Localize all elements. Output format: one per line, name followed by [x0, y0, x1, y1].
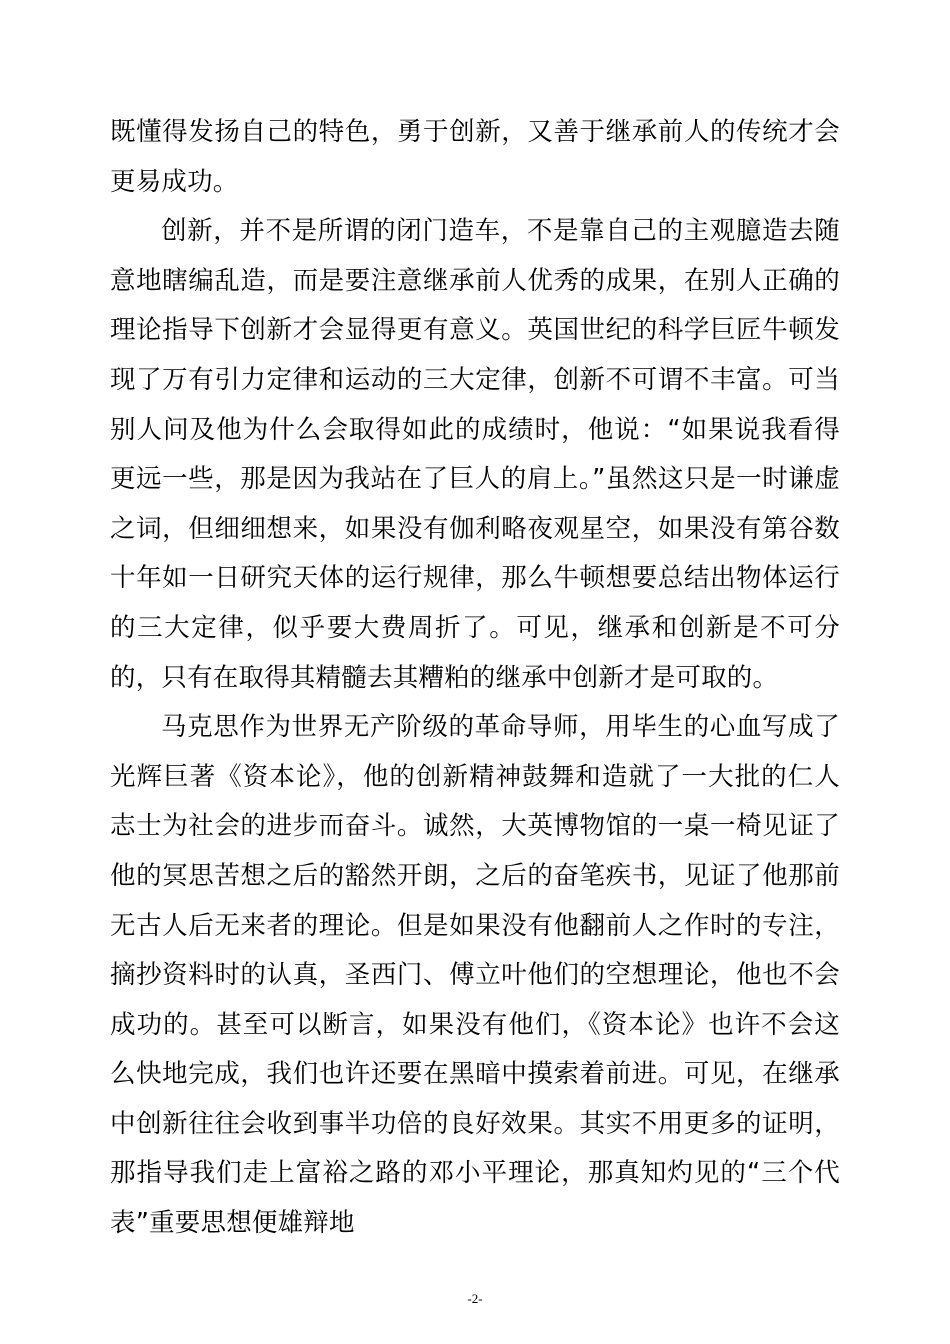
paragraph-newton: 创新，并不是所谓的闭门造车，不是靠自己的主观臆造去随意地瞎编乱造，而是要注意继承前人优秀的成果，在别人正确的理论指导下创新才会显得更有意义。英国世纪的科学巨匠牛顿发现了万有引力定律和运动的三大定律，创新不可谓不丰富。可当别人问及他为什么会取得如此的成绩时，他说：“如果说我看得更远一些，那是因为我站在了巨人的肩上。”虽然这只是一时谦虚之词，但细细想来，如果没有伽利略夜观星空，如果没有第谷数十年如一日研究天体的运行规律，那么牛顿想要总结出物体运行的三大定律，似乎要大费周折了。可见，继承和创新是不可分的，只有在取得其精髓去其糟粕的继承中创新才是可取的。	[110, 216, 840, 693]
paragraph-continuation: 既懂得发扬自己的特色，勇于创新，又善于继承前人的传统才会更易成功。	[110, 117, 840, 197]
page-number: -2-	[467, 1291, 483, 1306]
paragraph-marx: 马克思作为世界无产阶级的革命导师，用毕生的心血写成了光辉巨著《资本论》，他的创新精神鼓舞和造就了一大批的仁人志士为社会的进步而奋斗。诚然，大英博物馆的一桌一椅见证了他的冥思苦想之后的豁然开朗，之后的奋笔疾书，见证了他那前无古人后无来者的理论。但是如果没有他翻前人之作时的专注，摘抄资料时的认真，圣西门、傅立叶他们的空想理论，他也不会成功的。甚至可以断言，如果没有他们，《资本论》也许不会这么快地完成，我们也许还要在黑暗中摸索着前进。可见，在继承中创新往往会收到事半功倍的良好效果。其实不用更多的证明，那指导我们走上富裕之路的邓小平理论，那真知灼见的“三个代表”重要思想便雄辩地	[110, 712, 840, 1239]
document-body	[110, 108, 840, 1249]
